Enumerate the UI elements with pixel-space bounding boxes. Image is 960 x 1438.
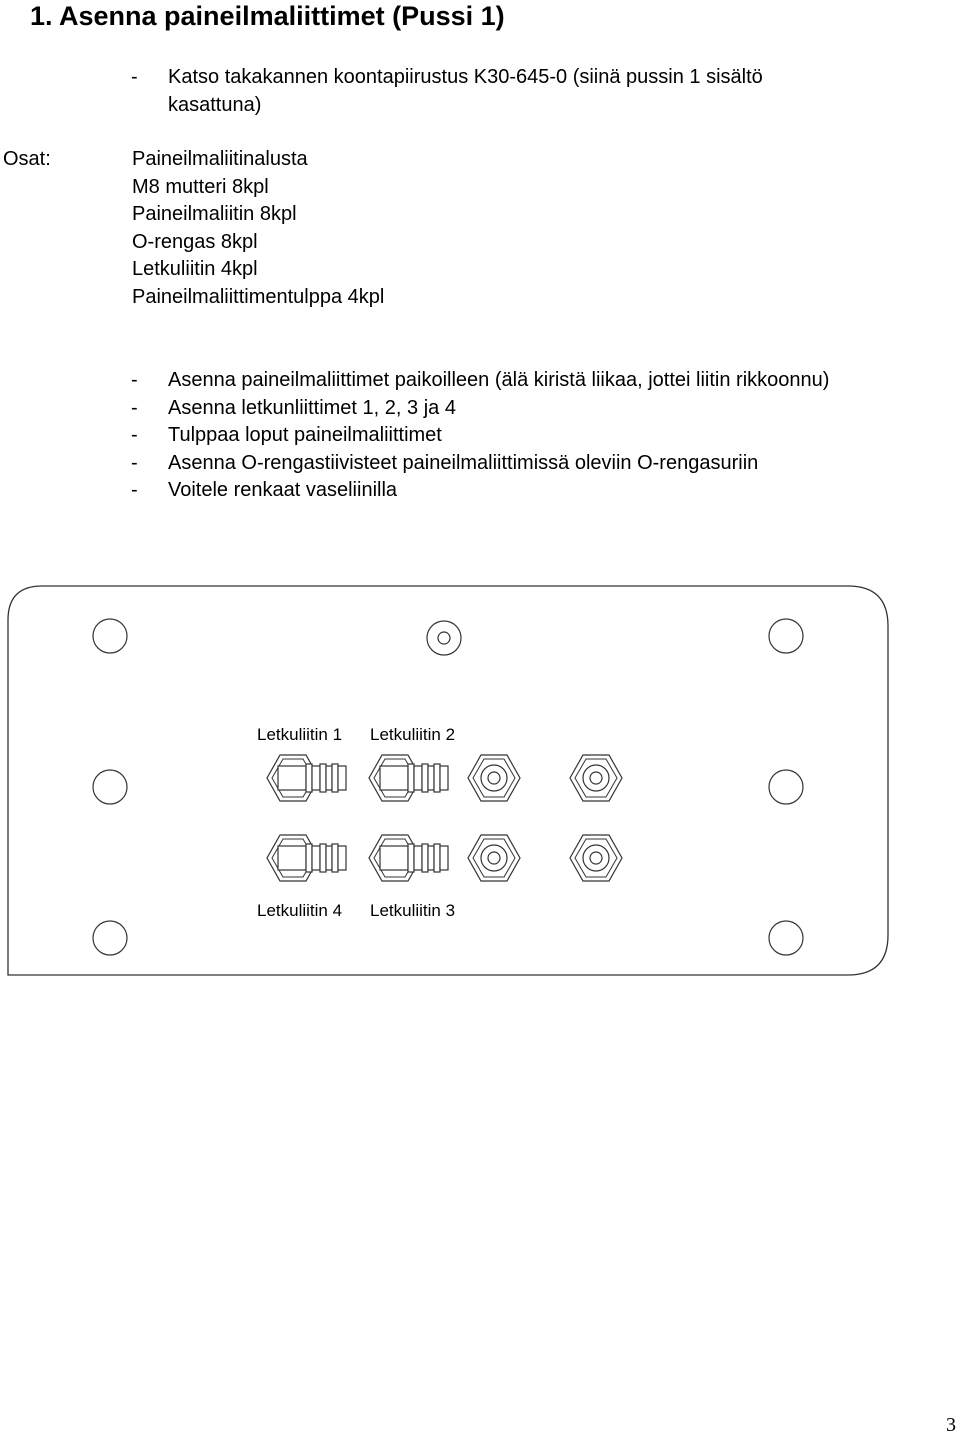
mounting-hole (93, 619, 127, 653)
intro-dash: - (131, 66, 138, 88)
plug-fitting (468, 755, 520, 801)
hose-fitting-4 (267, 835, 346, 881)
plug-fitting (570, 755, 622, 801)
connector-plate-drawing (0, 580, 960, 990)
plug-fitting (570, 835, 622, 881)
mounting-hole (769, 921, 803, 955)
part-item: O-rengas 8kpl (132, 230, 258, 253)
part-item: M8 mutteri 8kpl (132, 175, 269, 198)
mounting-hole (769, 619, 803, 653)
hose-fitting-3 (369, 835, 448, 881)
intro-line-2: kasattuna) (168, 94, 262, 116)
step-text: Tulppaa loput paineilmaliittimet (168, 424, 442, 446)
step-dash: - (131, 396, 138, 419)
connector-label-3: Letkuliitin 3 (370, 901, 456, 920)
step-dash: - (131, 369, 138, 391)
mounting-hole (93, 770, 127, 804)
intro-line-1: Katso takakannen koontapiirustus K30-645-0 (siinä pussin 1 sisältö (168, 66, 763, 88)
page-number: 3 (946, 1414, 956, 1436)
part-item: Paineilmaliitinalusta (132, 148, 308, 170)
part-item: Paineilmaliitin 8kpl (132, 203, 297, 225)
step-item (131, 477, 829, 505)
step-item (131, 422, 829, 450)
step-text: Voitele renkaat vaseliinilla (168, 479, 398, 501)
steps-list (131, 367, 829, 505)
step-text: Asenna letkunliittimet 1, 2, 3 ja 4 (168, 396, 456, 419)
connector-label-2: Letkuliitin 2 (370, 725, 456, 744)
page-heading: 1. Asenna paineilmaliittimet (Pussi 1) (30, 1, 505, 31)
connector-label-4: Letkuliitin 4 (257, 901, 343, 920)
step-item (131, 450, 829, 478)
part-item: Paineilmaliittimentulppa 4kpl (132, 285, 385, 308)
hose-fitting-2 (369, 755, 448, 801)
step-dash: - (131, 424, 138, 446)
step-item (131, 395, 829, 423)
step-text: Asenna O-rengastiivisteet paineilmaliittimissä oleviin O-rengasuriin (168, 451, 759, 474)
mounting-hole (769, 770, 803, 804)
center-bolt-hole (427, 621, 461, 655)
parts-list (132, 146, 384, 311)
mounting-hole (93, 921, 127, 955)
step-dash: - (131, 451, 138, 474)
part-item: Letkuliitin 4kpl (132, 258, 258, 280)
hose-fitting-1 (267, 755, 346, 801)
step-item (131, 367, 829, 395)
plug-fitting (468, 835, 520, 881)
parts-label: Osat: (3, 148, 51, 170)
connector-label-1: Letkuliitin 1 (257, 725, 343, 744)
step-text: Asenna paineilmaliittimet paikoilleen (älä kiristä liikaa, jottei liitin rikkoonnu) (168, 369, 830, 391)
step-dash: - (131, 479, 138, 501)
